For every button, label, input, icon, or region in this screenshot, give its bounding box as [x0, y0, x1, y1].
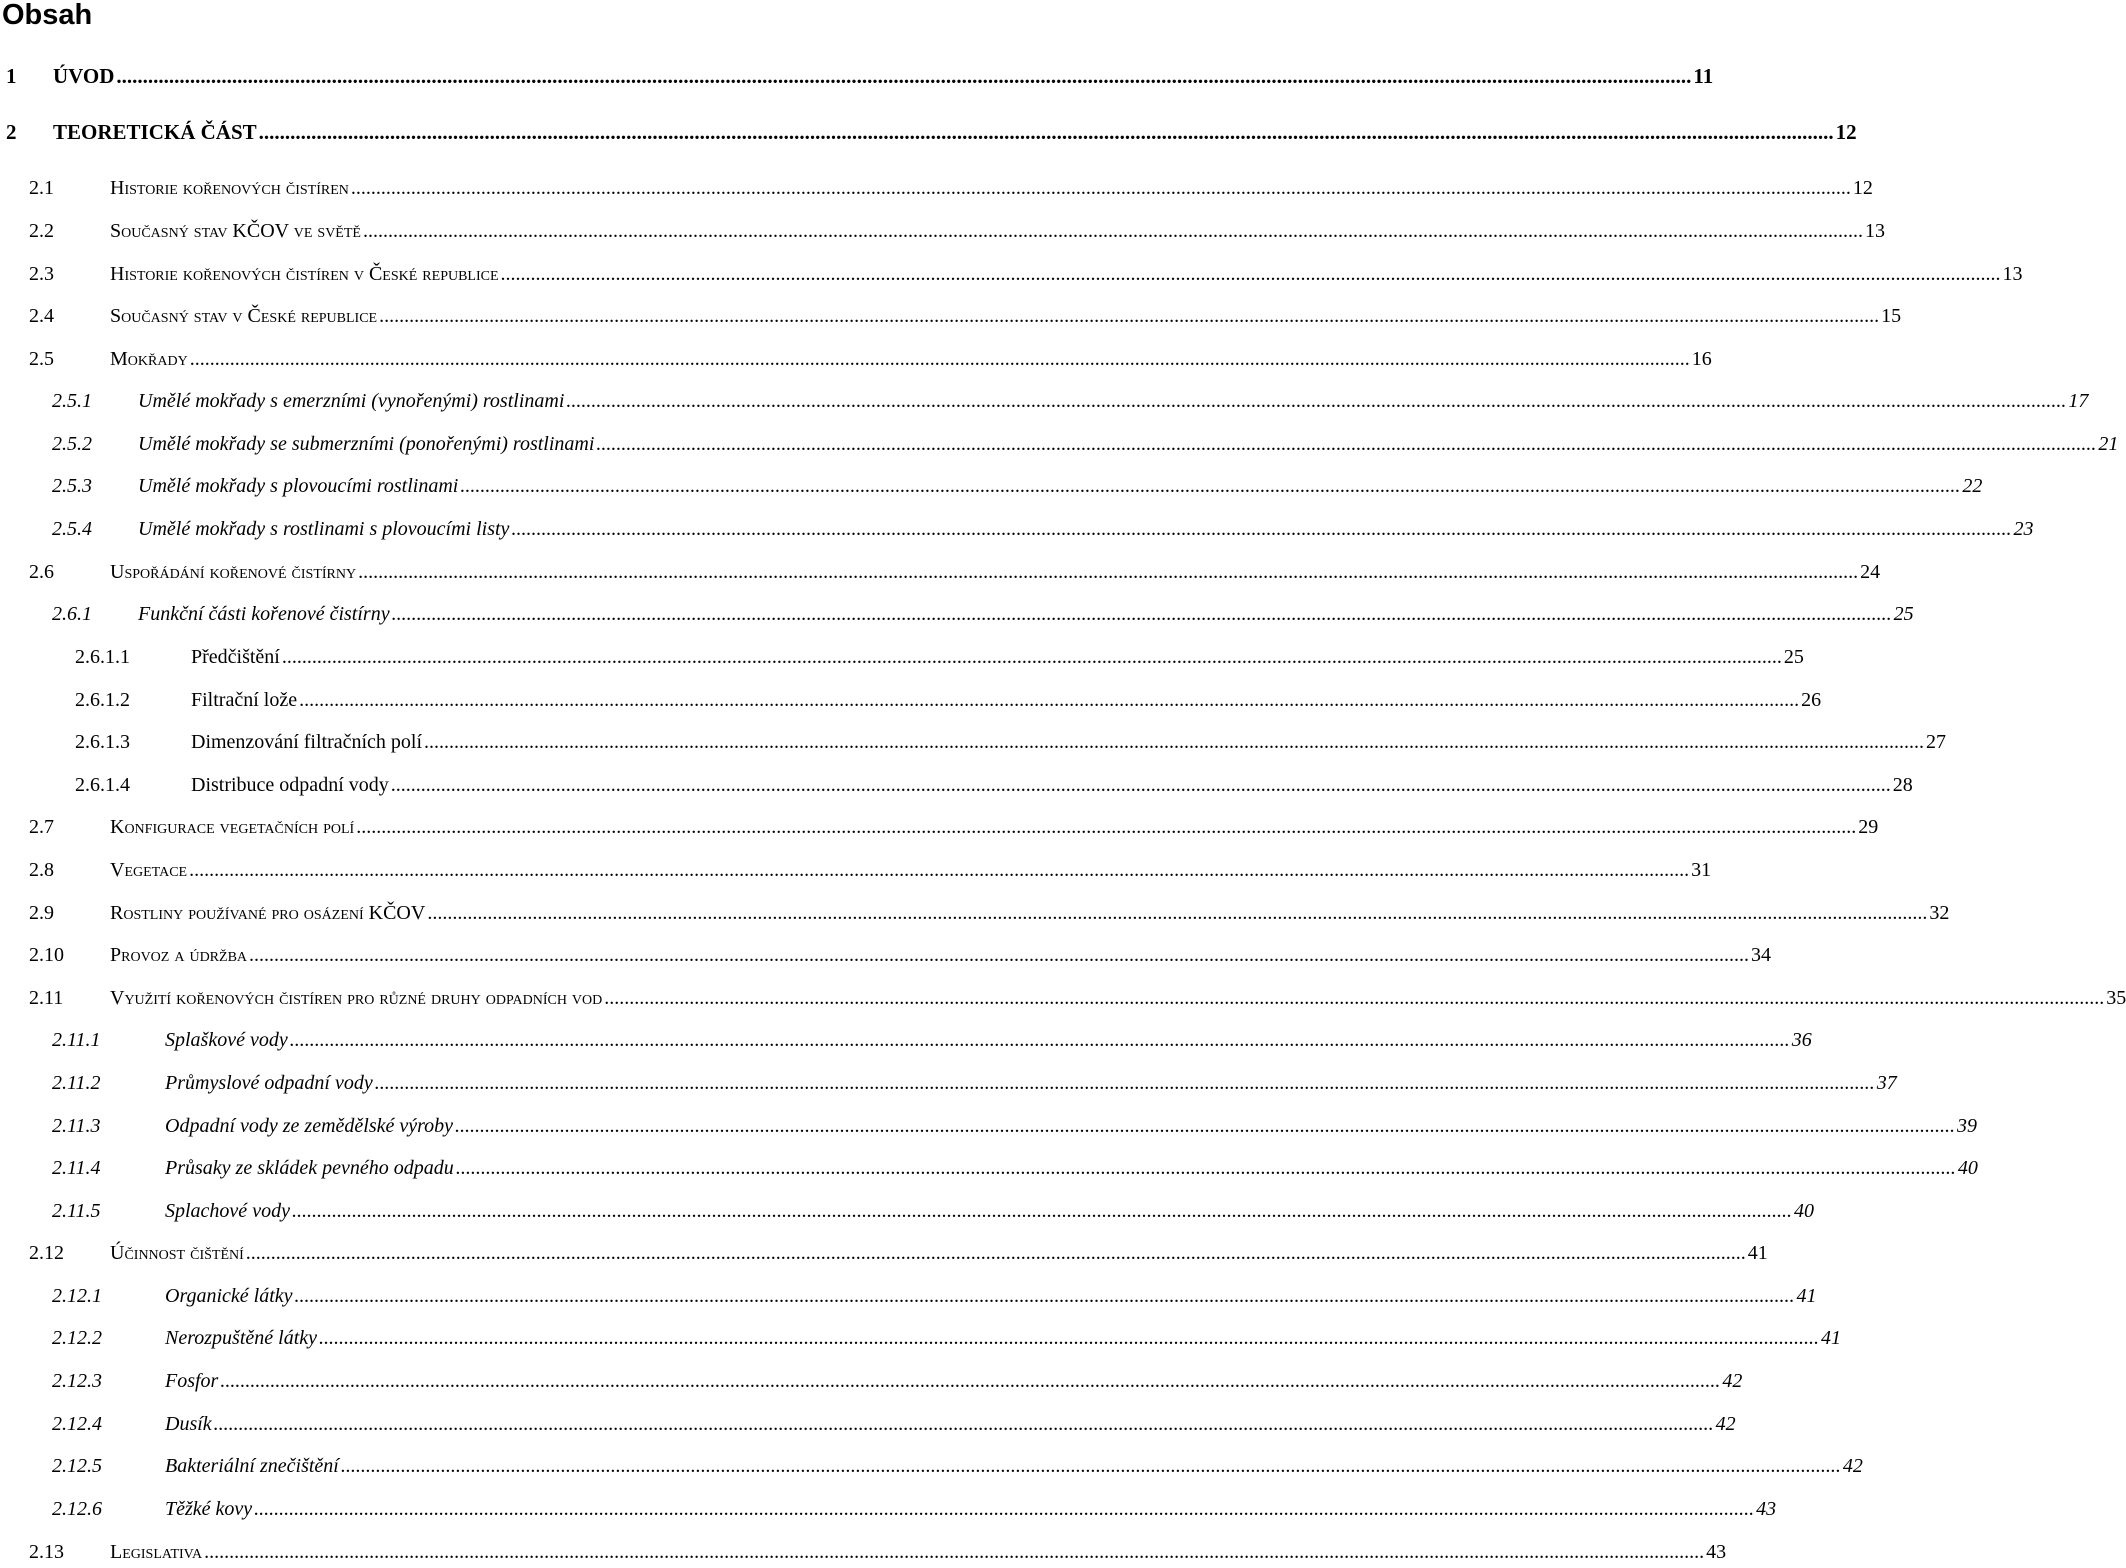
toc-entry[interactable]: [0, 769, 1913, 801]
page-title: Obsah: [2, 0, 93, 31]
toc-entry-number: 2.12.2: [52, 1327, 102, 1349]
toc-entry[interactable]: [0, 1237, 1768, 1269]
toc-dot-leader: ............................................................................................................................................................................................................................................................................................................: [455, 1157, 1956, 1179]
toc-entry[interactable]: [0, 684, 1822, 716]
toc-entry-title: Umělé mokřady se submerzními (ponořenými) rostlinami: [138, 433, 595, 455]
toc-entry-number: 2.5.3: [52, 475, 92, 497]
toc-entry-page-number: 43: [1756, 1498, 1777, 1520]
toc-entry-number: 2.12.5: [52, 1455, 102, 1477]
toc-entry-page-number: 27: [1926, 731, 1947, 753]
toc-entry-page-number: 34: [1751, 944, 1772, 966]
toc-dot-leader: ............................................................................................................................................................................................................................................................................................................: [204, 1541, 1705, 1563]
toc-dot-leader: ............................................................................................................................................................................................................................................................................................................: [249, 944, 1750, 966]
toc-dot-leader: ............................................................................................................................................................................................................................................................................................................: [289, 1029, 1790, 1051]
toc-entry-title: Umělé mokřady s plovoucími rostlinami: [138, 475, 459, 497]
toc-entry-title: Účinnost čištění: [110, 1242, 244, 1264]
toc-dot-leader: ............................................................................................................................................................................................................................................................................................................: [427, 902, 1928, 924]
toc-entry-number: 2.3: [29, 263, 54, 285]
toc-entry[interactable]: [0, 116, 1857, 148]
toc-entry-title: Odpadní vody ze zemědělské výroby: [165, 1115, 454, 1137]
toc-entry[interactable]: [0, 1110, 1978, 1142]
toc-entry-page-number: 24: [1860, 561, 1881, 583]
toc-entry-title: Fosfor: [165, 1370, 219, 1392]
toc-entry[interactable]: [0, 300, 1902, 332]
toc-entry-page-number: 42: [1722, 1370, 1743, 1392]
toc-entry-number: 2.12.1: [52, 1285, 102, 1307]
toc-entry-title: Legislativa: [110, 1541, 203, 1563]
toc-entry-title: Splaškové vody: [165, 1029, 288, 1051]
toc-entry[interactable]: [0, 556, 1881, 588]
toc-dot-leader: ............................................................................................................................................................................................................................................................................................................: [596, 433, 2097, 455]
toc-dot-leader: ............................................................................................................................................................................................................................................................................................................: [291, 1200, 1792, 1222]
toc-entry-title: Funkční části kořenové čistírny: [138, 603, 390, 625]
toc-dot-leader: ............................................................................................................................................................................................................................................................................................................: [356, 816, 1857, 838]
toc-entry-page-number: 26: [1801, 689, 1822, 711]
toc-dot-leader: ............................................................................................................................................................................................................................................................................................................: [319, 1327, 1820, 1349]
toc-entry-page-number: 17: [2068, 390, 2089, 412]
toc-entry-page-number: 25: [1893, 603, 1914, 625]
toc-entry-title: Průmyslové odpadní vody: [165, 1072, 373, 1094]
toc-entry-number: 2.4: [29, 305, 54, 327]
toc-dot-leader: ............................................................................................................................................................................................................................................................................................................: [189, 348, 1690, 370]
toc-entry-title: Umělé mokřady s emerzními (vynořenými) rostlinami: [138, 390, 565, 412]
toc-entry-number: 2.9: [29, 902, 54, 924]
toc-dot-leader: ............................................................................................................................................................................................................................................................................................................: [340, 1455, 1841, 1477]
toc-entry-title: Bakteriální znečištění: [165, 1455, 339, 1477]
toc-entry[interactable]: [0, 470, 1983, 502]
toc-dot-leader: ............................................................................................................................................................................................................................................................................................................: [390, 774, 1891, 796]
toc-entry-page-number: 15: [1881, 305, 1902, 327]
toc-entry-page-number: 37: [1876, 1072, 1897, 1094]
toc-entry-title: Distribuce odpadní vody: [191, 774, 389, 796]
toc-entry[interactable]: [0, 854, 1712, 886]
toc-entry[interactable]: [0, 343, 1712, 375]
toc-entry-title: Průsaky ze skládek pevného odpadu: [165, 1157, 454, 1179]
toc-entry[interactable]: [0, 258, 2023, 290]
toc-dot-leader: ............................................................................................................................................................................................................................................................................................................: [604, 987, 2105, 1009]
toc-entry[interactable]: [0, 939, 1772, 971]
toc-entry-number: 2.11.1: [52, 1029, 101, 1051]
toc-entry-title: Filtrační lože: [191, 689, 298, 711]
toc-dot-leader: ............................................................................................................................................................................................................................................................................................................: [566, 390, 2067, 412]
toc-dot-leader: ............................................................................................................................................................................................................................................................................................................: [213, 1413, 1714, 1435]
toc-entry-number: 2.7: [29, 816, 54, 838]
toc-entry-number: 2.5.4: [52, 518, 92, 540]
toc-entry[interactable]: [0, 1408, 1736, 1440]
toc-dot-leader: ............................................................................................................................................................................................................................................................................................................: [500, 263, 2001, 285]
toc-entry-number: 2.6.1.2: [75, 689, 130, 711]
toc-entry-page-number: 12: [1852, 177, 1873, 199]
toc-dot-leader: ............................................................................................................................................................................................................................................................................................................: [350, 177, 1851, 199]
toc-entry-number: 2.1: [29, 177, 54, 199]
toc-entry-number: 2.6.1.1: [75, 646, 130, 668]
toc-entry-title: Splachové vody: [165, 1200, 290, 1222]
toc-dot-leader: ............................................................................................................................................................................................................................................................................................................: [379, 305, 1880, 327]
toc-entry-number: 2.11: [29, 987, 64, 1009]
toc-entry[interactable]: [0, 1322, 1842, 1354]
toc-dot-leader: ............................................................................................................................................................................................................................................................................................................: [189, 859, 1690, 881]
toc-entry[interactable]: [0, 598, 1914, 630]
toc-dot-leader: ............................................................................................................................................................................................................................................................................................................: [424, 731, 1925, 753]
toc-dot-leader: ............................................................................................................................................................................................................................................................................................................: [245, 1242, 1746, 1264]
toc-entry-number: 2.2: [29, 220, 54, 242]
toc-dot-leader: ............................................................................................................................................................................................................................................................................................................: [116, 64, 1692, 88]
toc-entry[interactable]: [0, 1067, 1897, 1099]
toc-dot-leader: ............................................................................................................................................................................................................................................................................................................: [511, 518, 2012, 540]
toc-dot-leader: ............................................................................................................................................................................................................................................................................................................: [358, 561, 1859, 583]
toc-entry-title: Mokřady: [110, 348, 188, 370]
toc-entry-title: Vegetace: [110, 859, 188, 881]
toc-entry-number: 2.11.4: [52, 1157, 101, 1179]
toc-entry[interactable]: [0, 428, 2119, 460]
toc-dot-leader: ............................................................................................................................................................................................................................................................................................................: [220, 1370, 1721, 1392]
toc-entry[interactable]: [0, 215, 1885, 247]
toc-entry-title: Rostliny používané pro osázení KČOV: [110, 902, 426, 924]
toc-entry-title: Těžké kovy: [165, 1498, 253, 1520]
toc-entry-page-number: 39: [1957, 1115, 1978, 1137]
toc-entry-page-number: 41: [1747, 1242, 1768, 1264]
toc-entry-title: ÚVOD: [53, 64, 115, 88]
toc-entry-page-number: 40: [1957, 1157, 1978, 1179]
toc-dot-leader: ............................................................................................................................................................................................................................................................................................................: [294, 1285, 1795, 1307]
toc-entry-page-number: 42: [1715, 1413, 1736, 1435]
toc-dot-leader: ............................................................................................................................................................................................................................................................................................................: [460, 475, 1961, 497]
toc-entry[interactable]: [0, 811, 1879, 843]
toc-entry-page-number: 35: [2106, 987, 2126, 1009]
toc-entry[interactable]: [0, 1024, 1812, 1056]
toc-dot-leader: ............................................................................................................................................................................................................................................................................................................: [374, 1072, 1875, 1094]
toc-entry-number: 2.6: [29, 561, 54, 583]
toc-entry[interactable]: [0, 172, 1873, 204]
toc-dot-leader: ............................................................................................................................................................................................................................................................................................................: [455, 1115, 1956, 1137]
toc-entry-title: Předčištění: [191, 646, 280, 668]
toc-entry[interactable]: [0, 1365, 1743, 1397]
toc-dot-leader: ............................................................................................................................................................................................................................................................................................................: [254, 1498, 1755, 1520]
toc-entry-number: 2.13: [29, 1541, 64, 1563]
toc-entry-page-number: 40: [1793, 1200, 1814, 1222]
toc-entry-number: 2.8: [29, 859, 54, 881]
toc-dot-leader: ............................................................................................................................................................................................................................................................................................................: [362, 220, 1863, 242]
toc-entry-page-number: 32: [1929, 902, 1950, 924]
toc-entry-title: Využití kořenových čistíren pro různé druhy odpadních vod: [110, 987, 603, 1009]
toc-entry[interactable]: [0, 897, 1950, 929]
toc-entry-page-number: 36: [1791, 1029, 1812, 1051]
toc-entry-page-number: 31: [1691, 859, 1712, 881]
toc-entry-number: 2.12: [29, 1242, 64, 1264]
toc-entry-page-number: 43: [1706, 1541, 1727, 1563]
toc-entry-title: Dimenzování filtračních polí: [191, 731, 423, 753]
toc-entry[interactable]: [0, 1536, 1727, 1568]
toc-entry-title: Historie kořenových čistíren: [110, 177, 349, 199]
toc-entry-number: 2.10: [29, 944, 64, 966]
toc-entry-number: 2.12.6: [52, 1498, 102, 1520]
toc-entry-page-number: 23: [2013, 518, 2034, 540]
toc-dot-leader: ............................................................................................................................................................................................................................................................................................................: [281, 646, 1782, 668]
toc-entry-page-number: 13: [1864, 220, 1885, 242]
toc-entry-number: 1: [6, 64, 17, 88]
toc-entry-page-number: 11: [1693, 64, 1714, 88]
toc-entry-page-number: 41: [1821, 1327, 1842, 1349]
toc-entry[interactable]: [0, 641, 1804, 673]
toc-entry-title: Dusík: [165, 1413, 212, 1435]
toc-entry-title: Nerozpuštěné látky: [165, 1327, 318, 1349]
toc-entry-number: 2.11.3: [52, 1115, 101, 1137]
toc-entry-number: 2.12.3: [52, 1370, 102, 1392]
toc-entry-title: Konfigurace vegetačních polí: [110, 816, 355, 838]
toc-dot-leader: ............................................................................................................................................................................................................................................................................................................: [299, 689, 1800, 711]
toc-dot-leader: ............................................................................................................................................................................................................................................................................................................: [391, 603, 1892, 625]
toc-entry[interactable]: [0, 1493, 1777, 1525]
toc-entry-number: 2: [6, 120, 17, 144]
toc-entry-page-number: 41: [1796, 1285, 1817, 1307]
toc-entry[interactable]: [0, 1280, 1817, 1312]
toc-entry-title: TEORETICKÁ ČÁST: [53, 120, 257, 144]
toc-entry-title: Organické látky: [165, 1285, 293, 1307]
toc-entry[interactable]: [0, 982, 2126, 1014]
toc-dot-leader: ............................................................................................................................................................................................................................................................................................................: [258, 120, 1834, 144]
toc-entry[interactable]: [0, 60, 1714, 92]
toc-entry-number: 2.11.2: [52, 1072, 101, 1094]
toc-entry-number: 2.6.1: [52, 603, 92, 625]
toc-entry-number: 2.12.4: [52, 1413, 102, 1435]
toc-entry-page-number: 28: [1892, 774, 1913, 796]
toc-entry[interactable]: [0, 513, 2034, 545]
toc-entry[interactable]: [0, 385, 2089, 417]
toc-entry[interactable]: [0, 1450, 1863, 1482]
toc-entry-number: 2.5.2: [52, 433, 92, 455]
toc-entry-title: Současný stav KČOV ve světě: [110, 220, 361, 242]
toc-entry-title: Uspořádání kořenové čistírny: [110, 561, 357, 583]
toc-entry-page-number: 22: [1962, 475, 1983, 497]
toc-entry[interactable]: [0, 726, 1947, 758]
toc-entry-title: Historie kořenových čistíren v České republice: [110, 263, 499, 285]
toc-entry-number: 2.5.1: [52, 390, 92, 412]
toc-entry-title: Umělé mokřady s rostlinami s plovoucími listy: [138, 518, 510, 540]
toc-entry-title: Současný stav v České republice: [110, 305, 378, 327]
toc-entry-number: 2.5: [29, 348, 54, 370]
toc-entry-page-number: 16: [1691, 348, 1712, 370]
toc-entry-page-number: 21: [2098, 433, 2119, 455]
toc-entry[interactable]: [0, 1152, 1978, 1184]
toc-entry-page-number: 13: [2002, 263, 2023, 285]
toc-entry-number: 2.6.1.3: [75, 731, 130, 753]
toc-entry-number: 2.6.1.4: [75, 774, 130, 796]
toc-entry-page-number: 12: [1835, 120, 1857, 144]
toc-entry[interactable]: [0, 1195, 1814, 1227]
toc-entry-page-number: 42: [1842, 1455, 1863, 1477]
toc-entry-number: 2.11.5: [52, 1200, 101, 1222]
toc-entry-page-number: 29: [1858, 816, 1879, 838]
toc-entry-page-number: 25: [1783, 646, 1804, 668]
toc-entry-title: Provoz a údržba: [110, 944, 248, 966]
